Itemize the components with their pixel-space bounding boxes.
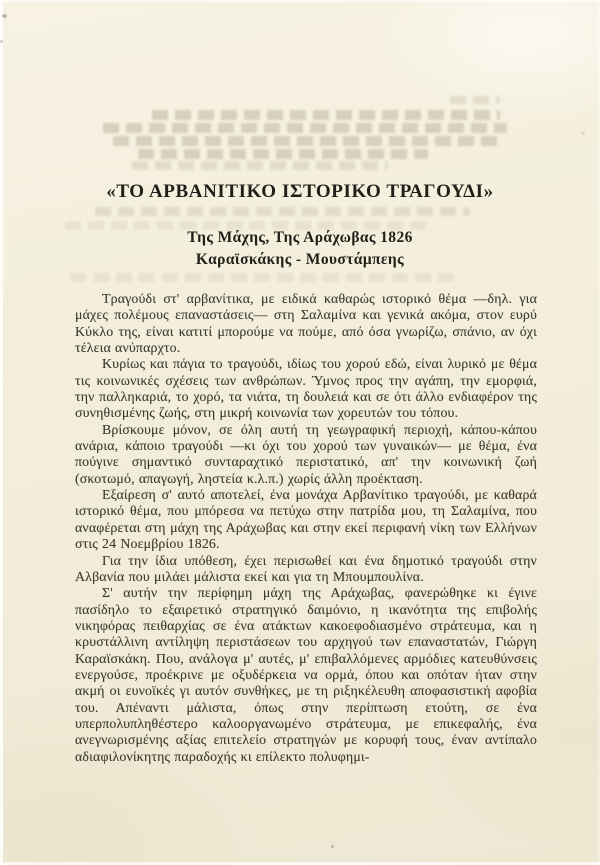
bleedthrough-line — [132, 161, 388, 170]
scan-edge-left — [0, 0, 3, 865]
paragraph: Εξαίρεση σ' αυτό αποτελεί, ένα μονάχα Αρβανίτικο τραγούδι, με καθαρά ιστορικό θέμα, που μπόρεσα να πετύχω στην πατρίδα μου, τη Σαλαμίνα, που αναφέρεται στη μάχη της Αράχωβας και στην εκεί περιφανή νίκη των Ελλήνων στις 24 Νοεμβρίου 1826. — [75, 488, 537, 553]
paper-speck — [2, 14, 7, 18]
paper-speck — [0, 40, 3, 43]
scan-edge-top — [0, 0, 600, 2]
paper-speck — [331, 845, 334, 848]
bleedthrough-line — [113, 136, 497, 146]
bleedthrough-line — [103, 123, 507, 133]
bleedthrough-line — [70, 273, 460, 282]
page-title: «ΤΟ ΑΡΒΑΝΙΤΙΚΟ ΙΣΤΟΡΙΚΟ ΤΡΑΓΟΥΔΙ» — [106, 181, 494, 202]
paragraph: Βρίσκουμε μόνον, σε όλη αυτή τη γεωγραφική περιοχή, κάπου-κάπου ανάρια, κάποιο τραγούδι —κι όχι του χορού των γυναικών— με θέμα, ένα πούγινε σημαντικό συνταραχτικό περιστατικό, απ' την κοινωνική ζωή (σκοτωμό, απαγωγή, ληστεία κ.λ.π.) χωρίς άλλη προέκταση. — [75, 422, 537, 487]
body-text — [75, 292, 537, 766]
paragraph: Για την ίδια υπόθεση, έχει περισωθεί και ένα δημοτικό τραγούδι στην Αλβανία που μιλάει μάλιστα εκεί και για τη Μπουμπουλίνα. — [75, 553, 537, 585]
bleedthrough-line — [450, 96, 500, 104]
subtitle-names-line: Καραϊσκάκης - Μουστάμπεης — [195, 251, 405, 268]
subtitle-battle-line: Της Μάχης, Της Αράχωβας 1826 — [187, 229, 413, 246]
bleedthrough-line — [95, 207, 470, 216]
bleedthrough-line — [152, 110, 500, 120]
bleedthrough-line — [138, 149, 428, 159]
paragraph: Κυρίως και πάγια το τραγούδι, ιδίως του χορού εδώ, είναι λυρικό με θέμα τις κοινωνικές σχέσεις των ανθρώπων. Ύμνος προς την αγάπη, την εμορφιά, την παλληκαριά, το χορό, τα νιάτα, τη δουλειά και σε ότι άλλο ενδιαφέρον της συνηθισμένης ζωής, στη μικρή κοινωνία των χορευτών του τόπου. — [75, 357, 537, 422]
paragraph: Σ' αυτήν την περίφημη μάχη της Αράχωβας, φανερώθηκε κι έγινε πασίδηλο το εξαιρετικό στρατηγικό δαιμόνιο, η ικανότητα της επιβολής νικηφόρας πειθαρχίας σε ένα ατάκτων κακοεφοδιασμένο στράτευμα, και η κρυστάλλινη αντίληψη περιστάσεων του αρχηγού των επαναστατών, Γιώργη Καραϊσκάκη. Που, ανάλογα μ' αυτές, μ' επιβαλλόμενες αρμόδιες κατευθύνσεις ενεργούσε, προέκρινε με οξυδέρκεια να ορμά, όπου και οπόταν ήταν στην ακμή οι ευνοϊκές γι αυτόν συνθήκες, με τη ριξηκέλευθη αποφασιστική αφοβία του. Απέναντι μάλιστα, όπως στην περίπτωση ετούτη, σε ένα υπερπολυπληθέστερο καλοοργανωμένο στράτευμα, με επικεφαλής, ένα ανεγνωρισμένης αξίας επιτελείο στρατηγών με κορυφή τους, έναν αντίπαλο αδιαφιλονίκητης παραδοχής κι επίλεκτο πολυφημι- — [75, 586, 537, 765]
paper-speck — [581, 132, 585, 135]
paragraph: Τραγούδι στ' αρβανίτικα, με ειδικά καθαρώς ιστορικό θέμα —δηλ. για μάχες πολέμους επαναστάσεις— στη Σαλαμίνα και γενικά ακόμα, στον ευρύ Κύκλο της, είναι κατιτί μπορούμε να πούμε, από όσα γνωρίζω, σπάνιο, αν όχι τέλεια ανύπαρχτο. — [75, 292, 537, 357]
